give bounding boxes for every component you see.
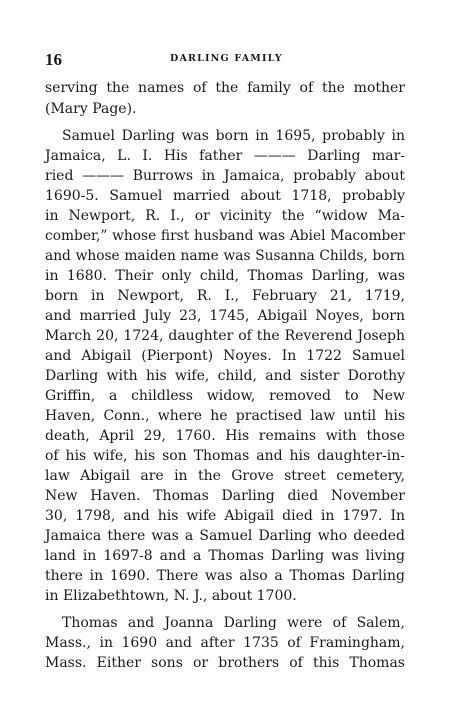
text-line: death, April 29, 1760. His remains with those: [45, 428, 405, 444]
text-line: Jamaica there was a Samuel Darling who deeded: [45, 528, 405, 544]
text-line: Haven, Conn., where he practised law until his: [45, 408, 405, 424]
text-line: law Abigail are in the Grove street cemetery,: [45, 468, 405, 484]
text-line: and Abigail (Pierpont) Noyes. In 1722 Samuel: [45, 348, 405, 364]
text-line: March 20, 1724, daughter of the Reverend Joseph: [45, 328, 405, 344]
page-header: [45, 50, 405, 70]
text-line: Samuel Darling was born in 1695, probably in: [62, 128, 405, 144]
text-line: Mass. Either sons or brothers of this Thomas: [45, 655, 405, 671]
text-line: and whose maiden name was Susanna Childs, born: [45, 248, 405, 264]
text-line: ried ——— Burrows in Jamaica, probably about: [45, 168, 405, 184]
running-head: DARLING FAMILY: [170, 53, 283, 64]
text-line: in Elizabethtown, N. J., about 1700.: [45, 588, 297, 604]
text-line: born in Newport, R. I., February 21, 1719,: [45, 288, 405, 304]
text-line: of his wife, his son Thomas and his daughter-in-: [45, 448, 405, 464]
text-line: Jamaica, L. I. His father ——— Darling mar-: [45, 148, 405, 164]
text-line: New Haven. Thomas Darling died November: [45, 488, 405, 504]
text-line: land in 1697-8 and a Thomas Darling was living: [45, 548, 405, 564]
text-line: in Newport, R. I., or vicinity the “widow Ma-: [45, 208, 405, 224]
text-line: 30, 1798, and his wife Abigail died in 1797. In: [45, 508, 405, 524]
text-line: there in 1690. There was also a Thomas Darling: [45, 568, 405, 584]
text-line: Darling with his wife, child, and sister Dorothy: [45, 368, 405, 384]
text-line: Mass., in 1690 and after 1735 of Framingham,: [45, 635, 405, 651]
text-line: Griffin, a childless widow, removed to New: [45, 388, 405, 404]
page-number: 16: [45, 50, 62, 69]
text-line: 1690-5. Samuel married about 1718, probably: [45, 188, 405, 204]
text-line: (Mary Page).: [45, 101, 137, 117]
text-line: Thomas and Joanna Darling were of Salem,: [62, 615, 405, 631]
text-line: in 1680. Their only child, Thomas Darling, was: [45, 268, 405, 284]
text-line: serving the names of the family of the mother: [45, 80, 405, 96]
text-line: comber,” whose first husband was Abiel Macomber: [45, 228, 405, 244]
text-line: and married July 23, 1745, Abigail Noyes, born: [45, 308, 405, 324]
